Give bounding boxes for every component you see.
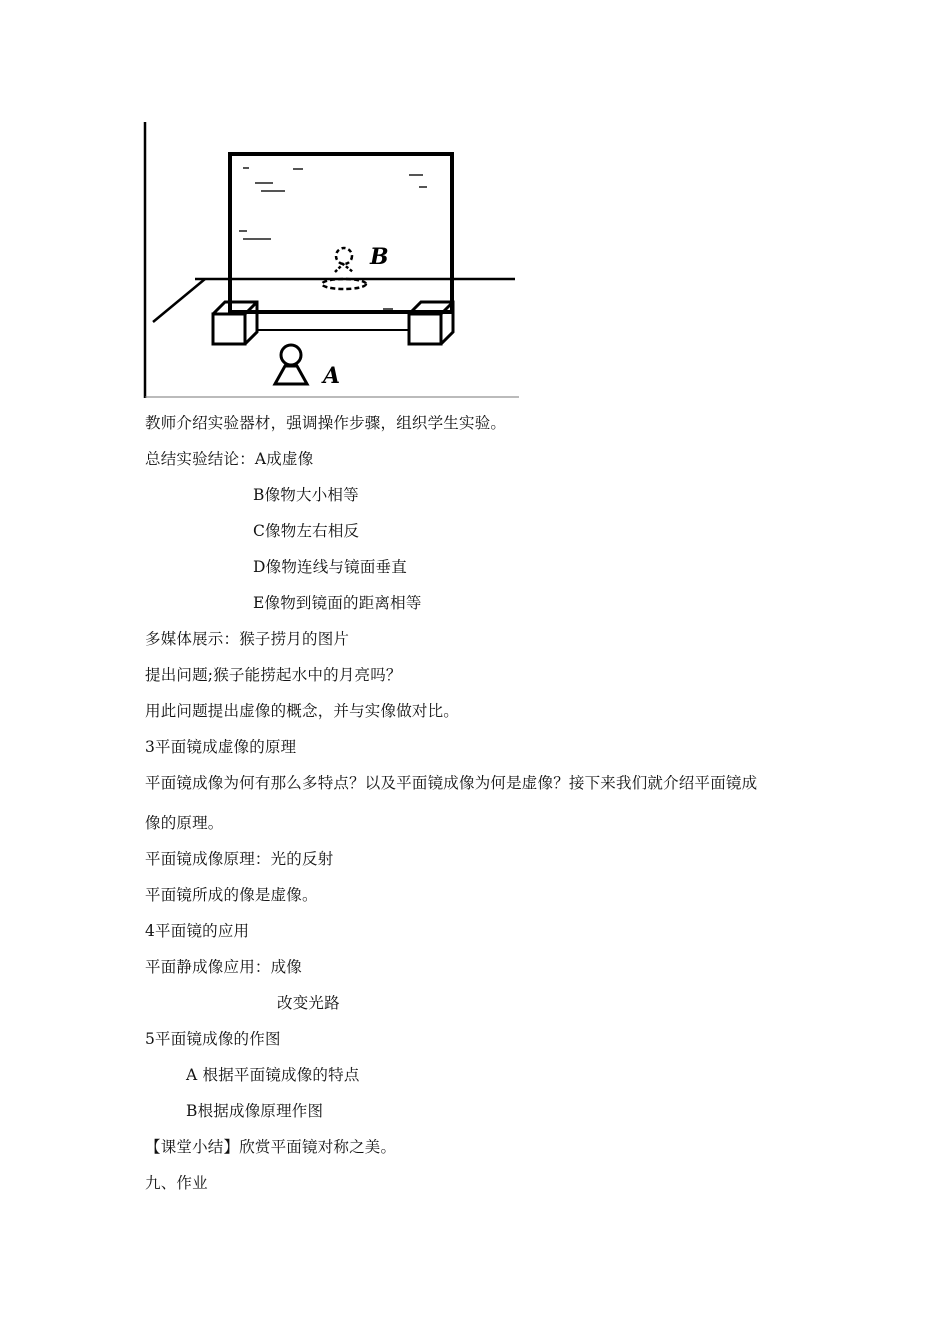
text-line: 平面静成像应用：成像: [145, 958, 303, 976]
text-line: 平面镜成像为何有那么多特点？以及平面镜成像为何是虚像？接下来我们就介绍平面镜成: [145, 774, 758, 792]
section-heading: 3平面镜成虚像的原理: [145, 738, 297, 756]
text-line: B根据成像原理作图: [186, 1102, 324, 1120]
text-line: 总结实验结论：A成虚像: [145, 450, 314, 468]
text-line: 平面镜成像原理：光的反射: [145, 850, 334, 868]
image-b: [322, 248, 366, 289]
text-line: 平面镜所成的像是虚像。: [145, 886, 318, 904]
text-line: 提出问题;猴子能捞起水中的月亮吗？: [145, 666, 402, 684]
text-line: 【课堂小结】欣赏平面镜对称之美。: [145, 1138, 397, 1156]
label-b: B: [370, 244, 389, 270]
text-line: C像物左右相反: [253, 522, 360, 540]
label-a: A: [323, 363, 341, 389]
object-a: [275, 345, 307, 384]
section-heading: 4平面镜的应用: [145, 922, 250, 940]
text-line: E像物到镜面的距离相等: [253, 594, 422, 612]
text-line: A 根据平面镜成像的特点: [186, 1066, 360, 1084]
mirror-experiment-figure: [143, 122, 521, 400]
text-line: 用此问题提出虚像的概念，并与实像做对比。: [145, 702, 460, 720]
text-line: 像的原理。: [145, 814, 224, 832]
text-line: D像物连线与镜面垂直: [253, 558, 407, 576]
text-line: 多媒体展示：猴子捞月的图片: [145, 630, 350, 648]
section-heading: 九、作业: [145, 1174, 208, 1192]
text-line: B像物大小相等: [253, 486, 359, 504]
text-line: 改变光路: [277, 994, 340, 1012]
text-line: 教师介绍实验器材，强调操作步骤，组织学生实验。: [145, 414, 507, 432]
section-heading: 5平面镜成像的作图: [145, 1030, 281, 1048]
